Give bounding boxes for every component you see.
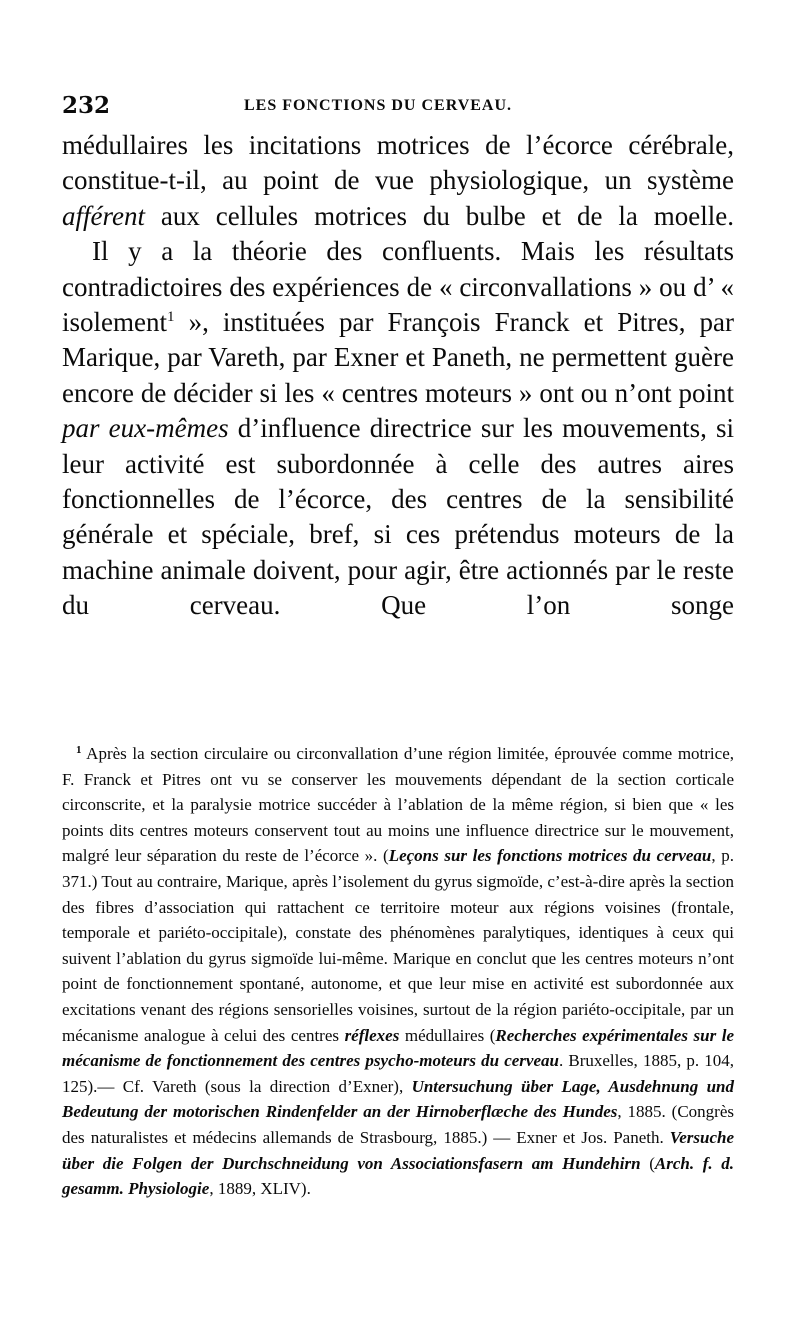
- footnote-text: , 1889, XLIV).: [209, 1179, 311, 1199]
- paragraph-text: d’influence directrice sur les mouvements, si leur activité est subordonnée à celle des autres aires fonctionnelles de l’écorce, des centres de la sensibilité générale et spéciale, bref, si ces prétendus moteurs de la machine animale doivent, pour agir, être actionnés par le reste du cerveau. Que l’on songe: [62, 413, 734, 621]
- paragraph-continued: [62, 128, 734, 234]
- footnote-reference: 1: [166, 309, 175, 326]
- running-head: [62, 92, 742, 122]
- footnote-text: médullaires (: [399, 1025, 496, 1045]
- main-text: [62, 128, 734, 624]
- footnote-text: . Bruxelles, 1885, p. 104, 125).— Cf. Vareth (sous la direction d’Exner),: [62, 1051, 735, 1096]
- footnote-marker: 1: [76, 744, 82, 756]
- emphasis-text: réflexes: [344, 1025, 400, 1045]
- paragraph-text: aux cellules motrices du bulbe et de la moelle.: [144, 200, 734, 231]
- footnote-text: (: [640, 1153, 655, 1173]
- footnote-paragraph: [62, 741, 734, 1202]
- paragraph-text: », instituées par François Franck et Pitres, par Marique, par Vareth, par Exner et Paneth, ne permettent guère encore de décider si les « centres moteurs » ont ou n’ont point: [62, 307, 734, 408]
- footnote-text: Après la section circulaire ou circonvallation d’une région limitée, éprouvée comme motrice, F. Franck et Pitres ont vu se conserver les mouvements dépendant de la section corticale circonscrite, et la paralysie motrice succéder à l’ablation de la même région, si bien que « les points dits centres moteurs conservent tout au moins une influence directrice sur le mouvement, malgré leur séparation du reste de l’écorce ». (: [62, 744, 734, 866]
- citation-title: Leçons sur les fonctions motrices du cerveau: [388, 846, 712, 866]
- footnote-text: , p. 371.) Tout au contraire, Marique, après l’isolement du gyrus sigmoïde, c’est-à-dire après la section des fibres d’association qui rattachent ce territoire moteur aux régions voisines (frontale, temporale et pariéto-occipitale), constate des phénomènes paralytiques, identiques à ceux qui suivent l’ablation du gyrus sigmoïde lui-même. Marique en conclut que les centres moteurs n’ont point de fonctionnement spontané, autonome, et que leur mise en activité est subordonnée aux excitations venant des régions sensorielles voisines, surtout de la région pariéto-occipitale, par un mécanisme analogue à celui des centres: [62, 846, 734, 1045]
- citation-title: Arch. f. d. gesamm. Physiologie: [62, 1153, 734, 1199]
- footnote: [62, 741, 734, 1202]
- paragraph-text: Il y a la théorie des confluents. Mais les résultats contradictoires des expériences de « circonvallations » ou d’ « isolement: [62, 236, 734, 338]
- running-title: LES FONCTIONS DU CERVEAU.: [244, 97, 513, 114]
- citation-title: Untersuchung über Lage, Ausdehnung und Bedeutung der motorischen Rindenfelder an der Hirnoberflæche des Hundes: [62, 1076, 734, 1122]
- footnote-text: , 1885. (Congrès des naturalistes et médecins allemands de Strasbourg, 1885.) — Exner et Jos. Paneth.: [62, 1102, 735, 1147]
- paragraph-text: médullaires les incitations motrices de l’écorce cérébrale, constitue-t-il, au point de vue physiologique, un système: [62, 130, 734, 196]
- emphasis-text: par eux-mêmes: [62, 413, 229, 444]
- paragraph-confluents: [62, 234, 734, 623]
- emphasis-text: afférent: [62, 200, 145, 231]
- citation-title: Versuche über die Folgen der Durchschneidung von Associationsfasern am Hundehirn: [62, 1127, 734, 1173]
- citation-title: Recherches expérimentales sur le mécanisme de fonctionnement des centres psycho-moteurs du cerveau: [62, 1025, 735, 1071]
- page-number: 232: [62, 92, 111, 119]
